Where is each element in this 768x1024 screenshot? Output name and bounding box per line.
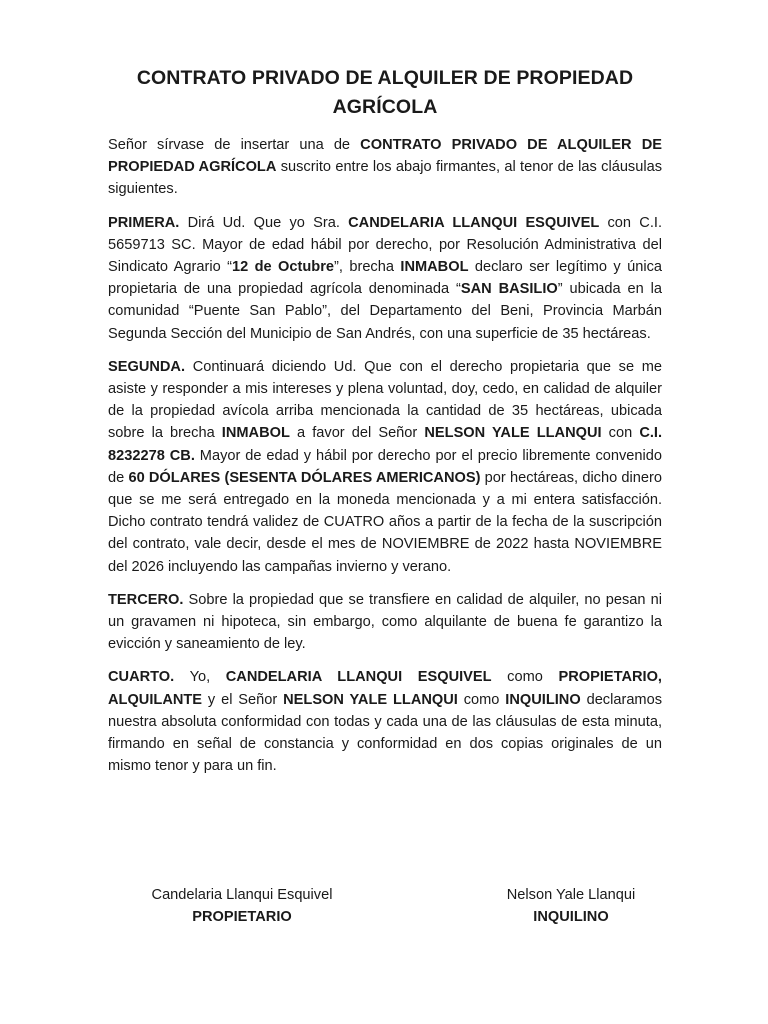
emphasis-text: PRIMERA.: [108, 214, 180, 231]
document-title: CONTRATO PRIVADO DE ALQUILER DE PROPIEDAD AGRÍCOLA: [136, 67, 634, 118]
emphasis-text: CONTRATO PRIVADO DE ALQUILER DE PROPIEDAD AGRÍCOLA: [108, 137, 662, 176]
clause-cuarto: CUARTO. Yo, CANDELARIA LLANQUI ESQUIVEL como PROPIETARIO, ALQUILANTE y el Señor NELSON YALE LLANQUI como INQUILINO declaramos nuestra absoluta conformidad con todas y cada una de las cláusulas de esta minuta, firmando en señal de constancia y conformidad en dos copias originales de un mismo tenor y para un fin.: [108, 669, 663, 775]
emphasis-text: SEGUNDA.: [108, 358, 186, 375]
emphasis-text: INMABOL: [400, 259, 469, 276]
emphasis-text: CUARTO.: [108, 669, 175, 686]
signature-name: Candelaria Llanqui Esquivel: [151, 887, 333, 903]
clause-primera: PRIMERA. Dirá Ud. Que yo Sra. CANDELARIA LLANQUI ESQUIVEL con C.I. 5659713 SC. Mayor de edad hábil por derecho, por Resolución Administrativa del Sindicato Agrario “12 de Octubre”, brecha INMABOL declaro ser legítimo y única propietaria de una propiedad agrícola denominada “SAN BASILIO” ubicada en la comunidad “Puente San Pablo”, del Departamento del Beni, Provincia Marbán Segunda Sección del Municipio de San Andrés, con una superficie de 35 hectáreas.: [108, 214, 662, 342]
signature-block-owner: [150, 884, 334, 928]
emphasis-text: SAN BASILIO: [460, 281, 558, 298]
emphasis-text: CANDELARIA LLANQUI ESQUIVEL: [348, 214, 600, 231]
emphasis-text: C.I. 8232278 CB.: [108, 425, 663, 464]
signature-block-tenant: [496, 884, 646, 928]
signature-name: Nelson Yale Llanqui: [506, 887, 636, 903]
clause-segunda: SEGUNDA. Continuará diciendo Ud. Que con el derecho propietaria que se me asiste y responder a mis intereses y plena voluntad, doy, cedo, en calidad de alquiler de la propiedad avícola arriba mencionada la cantidad de 35 hectáreas, ubicada sobre la brecha INMABOL a favor del Señor NELSON YALE LLANQUI con C.I. 8232278 CB. Mayor de edad y hábil por derecho por el precio libremente convenido de 60 DÓLARES (SESENTA DÓLARES AMERICANOS) por hectáreas, dicho dinero que se me será entregado en la moneda mencionada y a mi entera satisfacción. Dicho contrato tendrá validez de CUATRO años a partir de la fecha de la suscripción del contrato, vale decir, desde el mes de NOVIEMBRE de 2022 hasta NOVIEMBRE del 2026 incluyendo las campañas invierno y verano.: [108, 358, 663, 575]
emphasis-text: INMABOL: [221, 425, 290, 442]
emphasis-text: INQUILINO: [505, 691, 581, 708]
emphasis-text: NELSON YALE LLANQUI: [424, 425, 602, 442]
emphasis-text: CANDELARIA LLANQUI ESQUIVEL: [225, 669, 492, 686]
emphasis-text: 60 DÓLARES (SESENTA DÓLARES AMERICANOS): [128, 469, 481, 486]
clause-tercero: TERCERO. Sobre la propiedad que se transfiere en calidad de alquiler, no pesan ni un gravamen ni hipoteca, sin embargo, como alquilante de buena fe garantizo la evicción y saneamiento de ley.: [108, 591, 662, 653]
signature-role: PROPIETARIO: [192, 909, 292, 925]
signature-role: INQUILINO: [533, 909, 609, 925]
emphasis-text: TERCERO.: [108, 591, 184, 608]
emphasis-text: NELSON YALE LLANQUI: [283, 691, 458, 708]
emphasis-text: PROPIETARIO, ALQUILANTE: [108, 669, 662, 708]
intro-paragraph: Señor sírvase de insertar una de CONTRATO PRIVADO DE ALQUILER DE PROPIEDAD AGRÍCOLA suscrito entre los abajo firmantes, al tenor de las cláusulas siguientes.: [108, 137, 663, 198]
contract-document: [108, 64, 662, 788]
emphasis-text: 12 de Octubre: [231, 259, 335, 276]
